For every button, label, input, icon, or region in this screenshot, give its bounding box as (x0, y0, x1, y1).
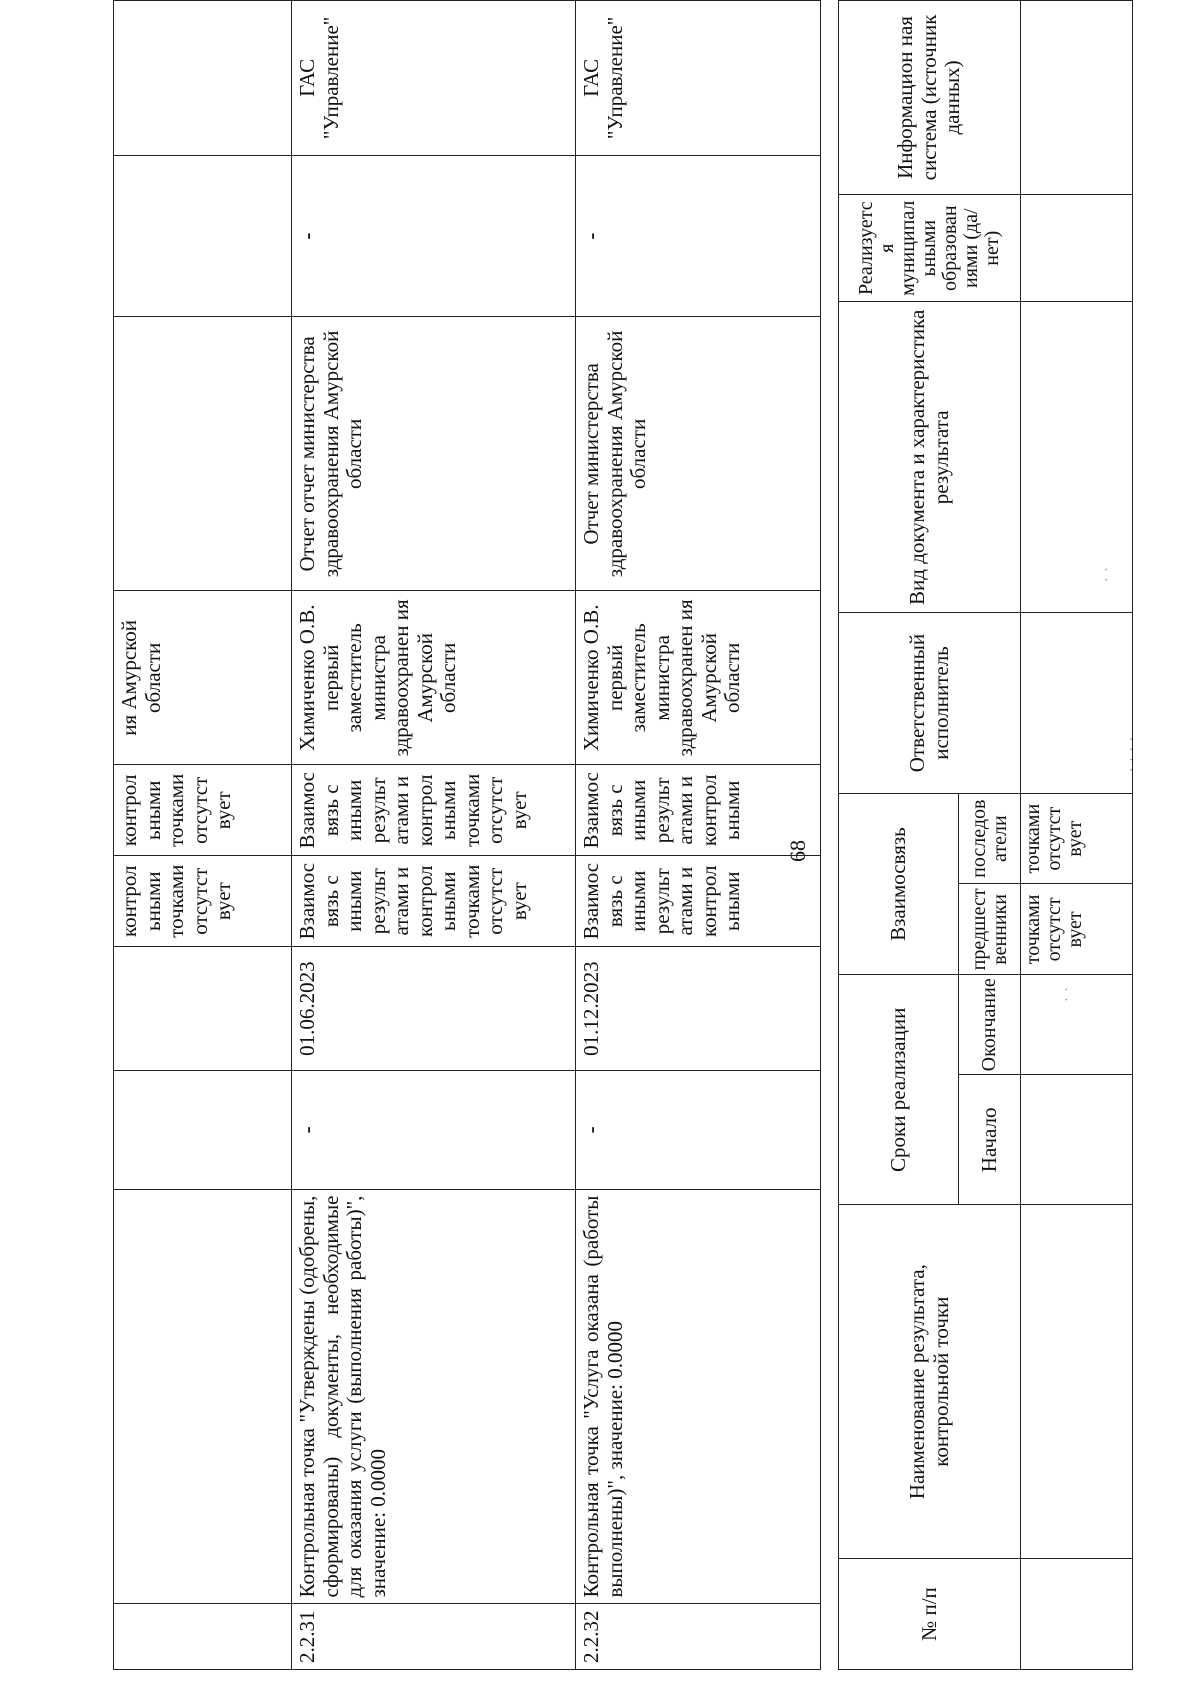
row-system: ГАС "Управление" (576, 1, 821, 156)
header-start: Начало (959, 1075, 1021, 1205)
row-number: 2.2.31 (292, 1604, 576, 1670)
row-bond-prev: Взаимос вязь с иными результ атами и контрол ьными точками отсутст вует (292, 856, 576, 947)
row-end: 01.06.2023 (292, 947, 576, 1071)
header-bond: Взаимосвязь (839, 793, 959, 974)
row-name: Контрольная точка "Утверждены (одобрены, сформированы) документы, необходимые для оказания услуги (выполнения работы)", значение: 0.0000 (292, 1189, 576, 1604)
page-number: 68 (785, 840, 810, 862)
row-bond-prev: точками отсутст вует (1021, 884, 1133, 975)
bond-prev-cell: контрол ьными точками отсутст вует (114, 856, 292, 947)
row-name: Контрольная точка "Услуга оказана (работы выполнены)", значение: 0.0000 (576, 1189, 821, 1604)
header-number: № п/п (839, 1559, 1021, 1670)
header-name: Наименование результата, контрольной точки (839, 1205, 1021, 1559)
header-end: Окончание (959, 975, 1021, 1075)
row-system: ГАС "Управление" (292, 1, 576, 156)
scan-artifact: · · (1060, 986, 1075, 1002)
header-next: последов атели (959, 793, 1021, 884)
header-prev: предшест венники (959, 884, 1021, 975)
row-municipal: - (576, 155, 821, 317)
row-bond-next: Взаимос вязь с иными результ атами и контрол ьными точками отсутст вует (292, 765, 576, 856)
row-start: - (576, 1071, 821, 1190)
row-bond-next: Взаимос вязь с иными результ атами и контрол ьными (576, 765, 821, 856)
row-executor: Химиченко О.В. первый заместитель министра здравоохранен ия Амурской области (292, 591, 576, 765)
table-row-fragment (114, 1, 292, 1670)
results-table (113, 0, 821, 1670)
header-document: Вид документа и характеристика результата (839, 302, 1021, 613)
table-row (576, 1, 821, 1670)
scan-artifact: · · · · (1125, 735, 1140, 772)
scan-artifact: · · (1100, 566, 1115, 582)
row-start: - (292, 1071, 576, 1190)
executor-cell: ия Амурской области (114, 591, 292, 765)
continuation-table (838, 0, 1133, 1670)
row-bond-next: точками отсутст вует (1021, 793, 1133, 884)
table-row (292, 1, 576, 1670)
row-municipal: - (292, 155, 576, 317)
row-number: 2.2.32 (576, 1604, 821, 1670)
header-executor: Ответственный исполнитель (839, 613, 1021, 794)
header-terms: Сроки реализации (839, 975, 959, 1205)
row-bond-prev: Взаимос вязь с иными результ атами и контрол ьными (576, 856, 821, 947)
header-system: Информацион ная система (источник данных) (839, 1, 1021, 195)
row-executor: Химиченко О.В. первый заместитель министра здравоохранен ия Амурской области (576, 591, 821, 765)
row-document: Отчет отчет министерства здравоохранения Амурской области (292, 317, 576, 591)
header-municipal: Реализуетс я муниципал ьными образован иями (да/нет) (839, 194, 1021, 302)
bond-next-cell: контрол ьными точками отсутст вует (114, 765, 292, 856)
row-end: 01.12.2023 (576, 947, 821, 1071)
table-row (1021, 1, 1133, 1670)
row-document: Отчет министерства здравоохранения Амурской области (576, 317, 821, 591)
